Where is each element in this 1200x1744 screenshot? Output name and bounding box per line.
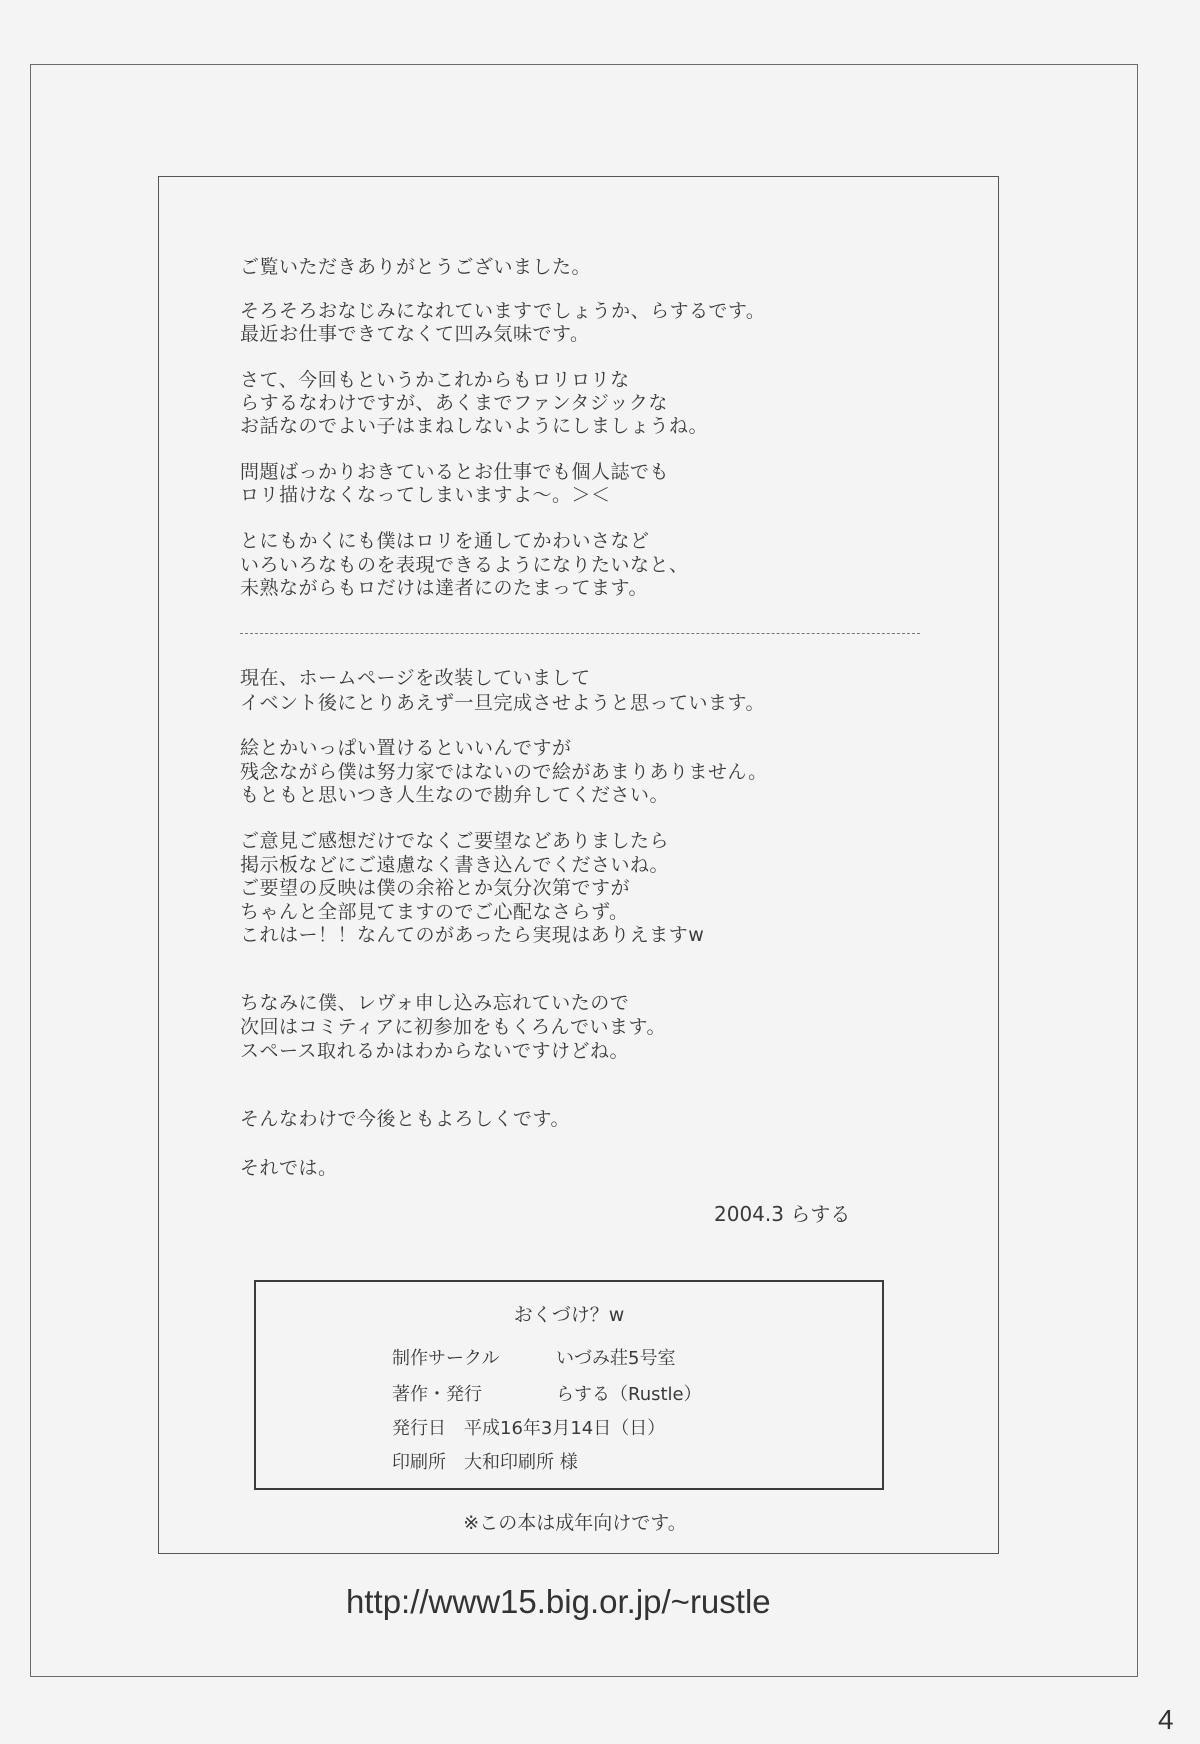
body-line: 次回はコミティアに初参加をもくろんでいます。: [240, 1016, 666, 1038]
body-line: お話なのでよい子はまねしないようにしましょうね。: [240, 415, 709, 437]
colophon-title: おくづけ？w: [513, 1304, 625, 1326]
body-line: ちなみに僕、レヴォ申し込み忘れていたので: [240, 992, 630, 1014]
circle-value: いづみ荘5号室: [556, 1348, 676, 1369]
body-line: 絵とかいっぱい置けるといいんですが: [240, 737, 572, 759]
body-line: それでは。: [240, 1157, 338, 1179]
signature: 2004.3 らする: [714, 1202, 851, 1226]
body-line: ロリ描けなくなってしまいますよ～。＞＜: [240, 484, 611, 506]
website-url: http://www15.big.or.jp/~rustle: [346, 1583, 771, 1620]
body-line: らするなわけですが、あくまでファンタジックな: [240, 392, 668, 414]
body-line: 未熟ながらもロだけは達者にのたまってます。: [240, 577, 648, 599]
page-number: 4: [1158, 1704, 1174, 1735]
author-label: 著作・発行: [392, 1384, 482, 1405]
colophon-box: [254, 1280, 884, 1490]
body-line: 最近お仕事できてなくて凹み気味です。: [240, 323, 590, 345]
dashed-divider: [240, 633, 920, 634]
body-line: いろいろなものを表現できるようになりたいなと、: [240, 554, 689, 576]
body-line: スペース取れるかはわからないですけどね。: [240, 1040, 630, 1062]
body-line: さて、今回もというかこれからもロリロリな: [240, 369, 630, 391]
body-line: もともと思いつき人生なので勘弁してください。: [240, 784, 670, 806]
circle-label: 制作サークル: [392, 1348, 500, 1369]
body-line: そろそろおなじみになれていますでしょうか、らするです。: [240, 300, 766, 322]
body-line: 現在、ホームページを改装していまして: [240, 667, 591, 689]
adult-notice: ※この本は成年向けです。: [463, 1512, 687, 1534]
body-line: そんなわけで今後ともよろしくです。: [240, 1108, 570, 1130]
body-line: 問題ばっかりおきているとお仕事でも個人誌でも: [240, 461, 670, 483]
body-line: ご意見ご感想だけでなくご要望などありましたら: [240, 830, 670, 852]
body-line: とにもかくにも僕はロリを通してかわいさなど: [240, 530, 650, 552]
body-line: 掲示板などにご遠慮なく書き込んでくださいね。: [240, 854, 670, 876]
body-line: ご覧いただきありがとうございました。: [240, 256, 592, 278]
body-line: 残念ながら僕は努力家ではないので絵があまりありません。: [240, 761, 768, 783]
body-line: ちゃんと全部見てますのでご心配なさらず。: [240, 901, 629, 923]
printer-line: 印刷所 大和印刷所 様: [392, 1452, 578, 1473]
body-line: イベント後にとりあえず一旦完成させようと思っています。: [240, 692, 765, 714]
body-line: これはー！！なんてのがあったら実現はありえますw: [240, 924, 705, 946]
body-line: ご要望の反映は僕の余裕とか気分次第ですが: [240, 877, 631, 899]
author-value: らする（Rustle）: [556, 1384, 702, 1405]
publish-date: 発行日 平成16年3月14日（日）: [392, 1418, 666, 1439]
